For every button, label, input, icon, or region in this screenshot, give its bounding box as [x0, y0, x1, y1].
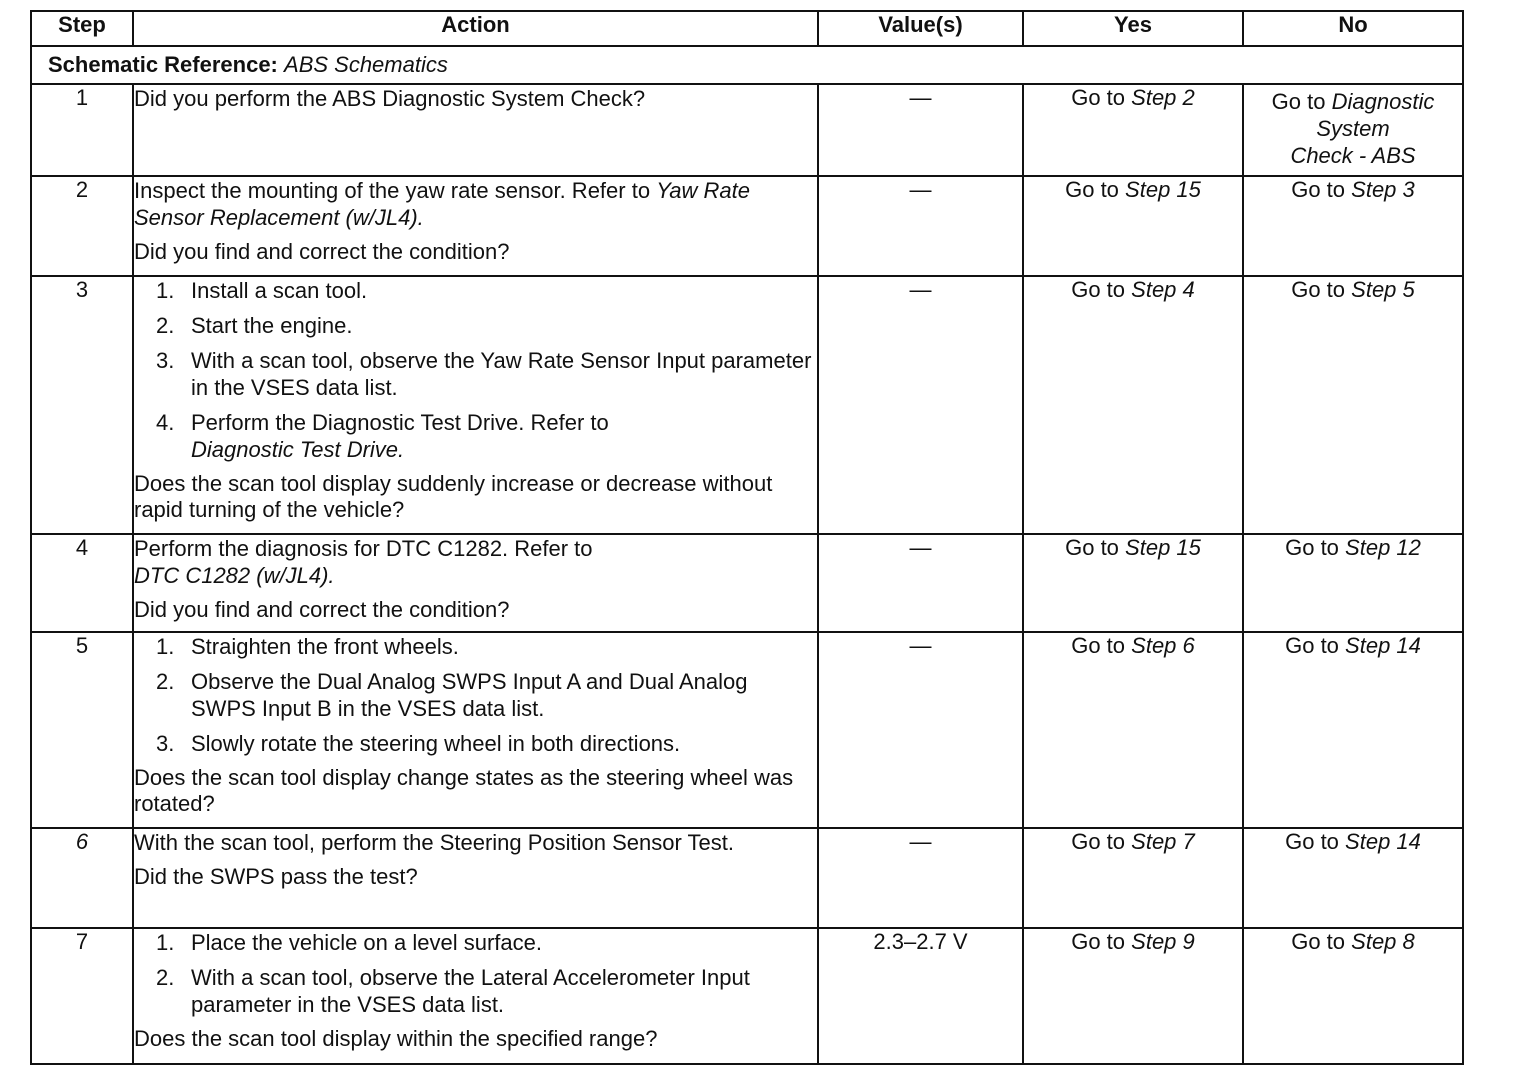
yes-step-link[interactable]: Step 15: [1125, 535, 1201, 560]
no-step-link[interactable]: Step 8: [1351, 929, 1415, 954]
yes-cell: [1023, 276, 1243, 534]
step-number: [31, 828, 133, 928]
no-cell: [1243, 534, 1463, 632]
schematic-label: Schematic Reference:: [48, 52, 278, 77]
list-item-text: Slowly rotate the steering wheel in both directions.: [191, 731, 681, 756]
yes-step-link[interactable]: Step 9: [1131, 929, 1195, 954]
no-cell: [1243, 84, 1463, 176]
list-item: 3. Slowly rotate the steering wheel in both directions.: [156, 731, 681, 756]
step-number-text: 6: [75, 829, 89, 854]
action-cell: [133, 534, 818, 632]
header-no: No: [1243, 11, 1463, 46]
table-row: [31, 176, 1463, 276]
yes-step-link[interactable]: Step 2: [1131, 85, 1195, 110]
go-to-label: Go to: [1071, 633, 1126, 658]
yes-cell: [1023, 632, 1243, 828]
list-item: 4. Perform the Diagnostic Test Drive. Refer to Diagnostic Test Drive.: [156, 410, 609, 462]
list-item: 1. Place the vehicle on a level surface.: [156, 930, 542, 955]
action-reference-link[interactable]: DTC C1282 (w/JL4).: [134, 563, 335, 588]
table-row: [31, 828, 1463, 928]
schematic-row: [31, 46, 1463, 84]
action-question: Did you find and correct the condition?: [134, 239, 510, 264]
yes-cell: [1023, 534, 1243, 632]
action-list: [134, 929, 817, 1018]
action-cell: [133, 632, 818, 828]
list-item: 1. Straighten the front wheels.: [156, 634, 459, 659]
list-item-text: Install a scan tool.: [191, 278, 368, 303]
no-cell: [1243, 276, 1463, 534]
list-item: 2. Start the engine.: [156, 313, 353, 338]
go-to-label: Go to: [1071, 929, 1126, 954]
value-cell: —: [818, 276, 1023, 534]
action-question: Did you find and correct the condition?: [134, 597, 510, 622]
action-question: Does the scan tool display change states as the steering wheel was rotated?: [134, 765, 794, 816]
value-cell: 2.3–2.7 V: [818, 928, 1023, 1064]
value-cell: —: [818, 176, 1023, 276]
action-list: [134, 633, 817, 757]
list-item: 3. With a scan tool, observe the Yaw Rate Sensor Input parameter in the VSES data list.: [156, 348, 812, 400]
yes-cell: [1023, 176, 1243, 276]
table-row: [31, 632, 1463, 828]
action-reference-link[interactable]: Yaw Rate Sensor Replacement (w/JL4).: [134, 178, 750, 230]
list-item: 2. With a scan tool, observe the Lateral Accelerometer Input parameter in the VSES data list.: [156, 965, 750, 1017]
step-number: 3: [31, 276, 133, 534]
yes-step-link[interactable]: Step 6: [1131, 633, 1195, 658]
action-question: Did the SWPS pass the test?: [134, 864, 418, 889]
step-number: 2: [31, 176, 133, 276]
yes-step-link[interactable]: Step 15: [1125, 177, 1201, 202]
go-to-label: Go to: [1071, 85, 1126, 110]
no-cell: [1243, 632, 1463, 828]
go-to-label: Go to: [1291, 277, 1346, 302]
list-item-text: Start the engine.: [191, 313, 353, 338]
action-cell: [133, 276, 818, 534]
go-to-label: Go to: [1291, 929, 1346, 954]
no-link-line1[interactable]: Diagnostic: [1331, 89, 1435, 114]
step-number: 7: [31, 928, 133, 1064]
yes-step-link[interactable]: Step 7: [1131, 829, 1195, 854]
no-cell: [1243, 928, 1463, 1064]
step-number: 5: [31, 632, 133, 828]
action-text: With the scan tool, perform the Steering Position Sensor Test.: [134, 830, 735, 855]
action-cell: [133, 828, 818, 928]
header-yes: Yes: [1023, 11, 1243, 46]
schematic-link[interactable]: ABS Schematics: [284, 52, 448, 77]
action-question: Does the scan tool display suddenly increase or decrease without rapid turning of the vehicle?: [134, 471, 773, 522]
list-item: 2. Observe the Dual Analog SWPS Input A and Dual Analog SWPS Input B in the VSES data list.: [156, 669, 748, 721]
no-cell: [1243, 828, 1463, 928]
no-step-link[interactable]: Step 12: [1345, 535, 1421, 560]
action-reference-link[interactable]: Diagnostic Test Drive.: [191, 437, 405, 462]
list-item-text: With a scan tool, observe the Lateral Accelerometer Input parameter in the VSES data list.: [191, 965, 750, 1017]
yes-cell: [1023, 84, 1243, 176]
action-instruction: Inspect the mounting of the yaw rate sensor. Refer to: [134, 178, 651, 203]
go-to-label: Go to: [1071, 277, 1126, 302]
value-cell: —: [818, 534, 1023, 632]
action-list: [134, 277, 817, 463]
no-step-link[interactable]: Step 14: [1345, 633, 1421, 658]
list-item-text: Observe the Dual Analog SWPS Input A and Dual Analog SWPS Input B in the VSES data list.: [191, 669, 748, 721]
yes-cell: [1023, 828, 1243, 928]
action-question: Does the scan tool display within the specified range?: [134, 1026, 658, 1051]
yes-cell: [1023, 928, 1243, 1064]
list-item-text: Straighten the front wheels.: [191, 634, 459, 659]
step-number: 4: [31, 534, 133, 632]
value-cell: —: [818, 828, 1023, 928]
action-question: Did you perform the ABS Diagnostic System Check?: [134, 86, 646, 111]
diagnostic-table: [30, 10, 1464, 1065]
header-action: Action: [133, 11, 818, 46]
header-values: Value(s): [818, 11, 1023, 46]
go-to-label: Go to: [1065, 535, 1119, 560]
action-cell: [133, 84, 818, 176]
table-row: [31, 276, 1463, 534]
go-to-label: Go to: [1285, 829, 1339, 854]
table-row: [31, 928, 1463, 1064]
go-to-label: Go to: [1065, 177, 1119, 202]
no-step-link[interactable]: Step 3: [1351, 177, 1415, 202]
value-cell: —: [818, 632, 1023, 828]
header-row: [31, 11, 1463, 46]
no-step-link[interactable]: Step 5: [1351, 277, 1415, 302]
list-item-text: Perform the Diagnostic Test Drive. Refer to: [191, 410, 609, 435]
no-step-link[interactable]: Step 14: [1345, 829, 1421, 854]
no-link-line2[interactable]: System: [1316, 116, 1390, 141]
go-to-label: Go to: [1271, 89, 1326, 114]
yes-step-link[interactable]: Step 4: [1131, 277, 1195, 302]
action-text: [134, 177, 817, 231]
action-cell: [133, 928, 818, 1064]
go-to-label: Go to: [1285, 633, 1339, 658]
no-cell: [1243, 176, 1463, 276]
action-instruction: Perform the diagnosis for DTC C1282. Refer to: [134, 536, 593, 561]
action-cell: [133, 176, 818, 276]
list-item: 1. Install a scan tool.: [156, 278, 368, 303]
list-item-text: With a scan tool, observe the Yaw Rate Sensor Input parameter in the VSES data list.: [191, 348, 812, 400]
go-to-label: Go to: [1285, 535, 1339, 560]
value-cell: —: [818, 84, 1023, 176]
step-number: 1: [31, 84, 133, 176]
go-to-label: Go to: [1071, 829, 1126, 854]
no-link-line3[interactable]: Check - ABS: [1290, 143, 1416, 168]
table-row: [31, 84, 1463, 176]
header-step: Step: [31, 11, 133, 46]
action-text: [134, 535, 817, 589]
table-row: [31, 534, 1463, 632]
list-item-text: Place the vehicle on a level surface.: [191, 930, 542, 955]
schematic-reference: [31, 46, 1463, 84]
go-to-label: Go to: [1291, 177, 1346, 202]
